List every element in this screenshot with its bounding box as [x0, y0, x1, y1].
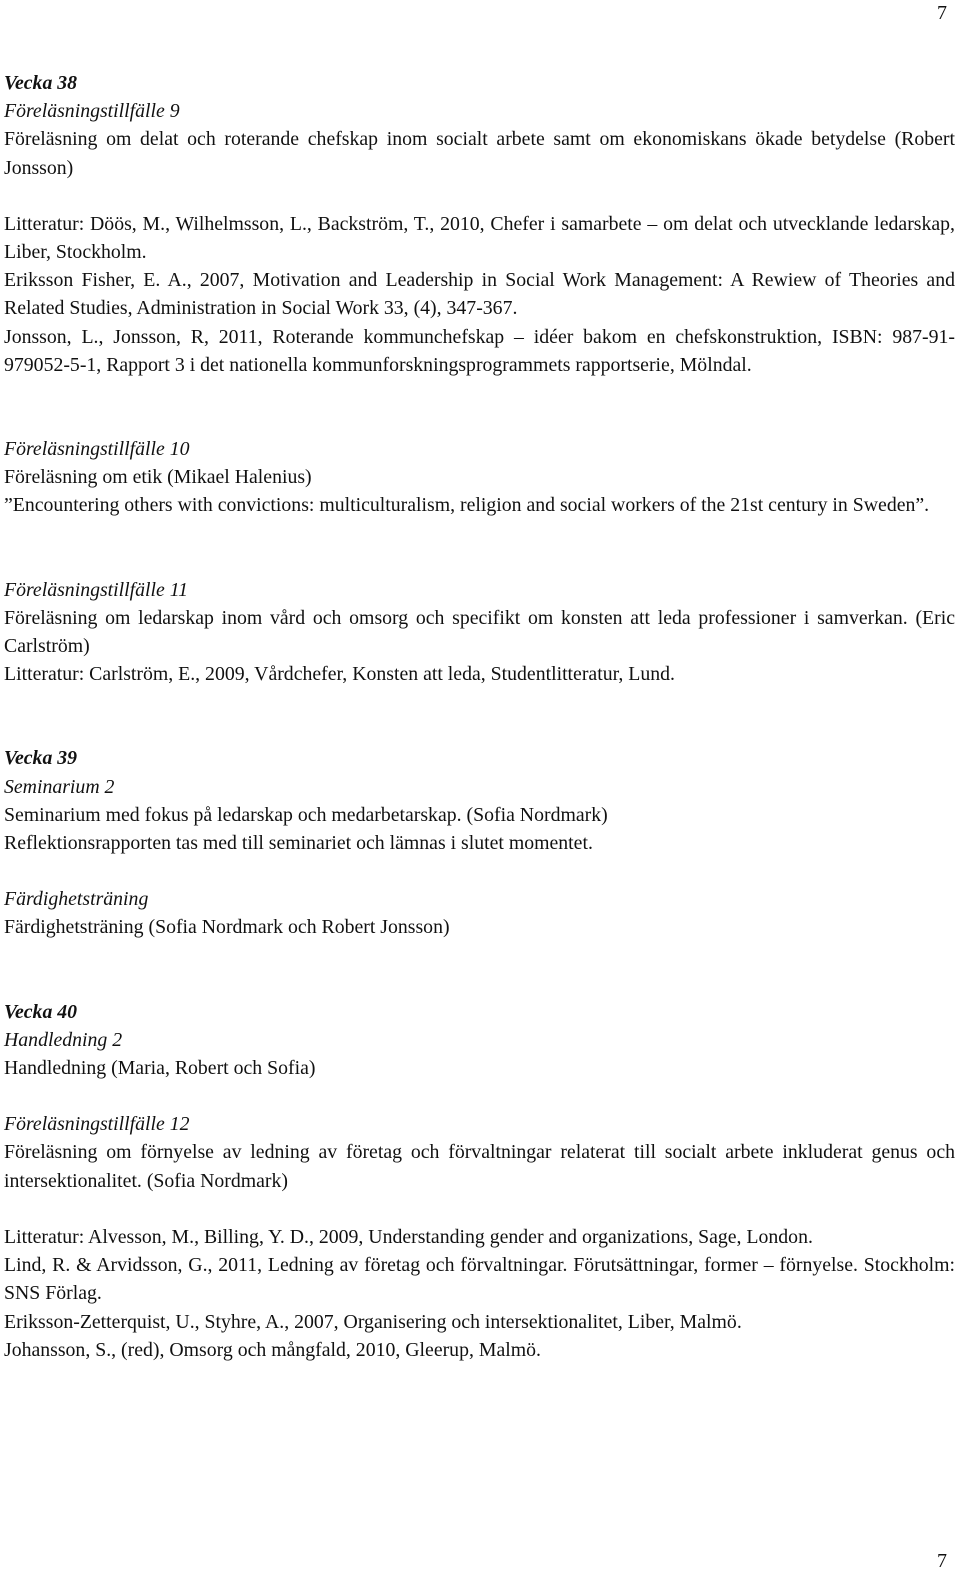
session-9-literature-3: Jonsson, L., Jonsson, R, 2011, Roterande kommunchefskap – idéer bakom en chefskonstruktion, ISBN: 987-91-979052-5-1, Rapport 3 i det nationella kommunforskningsprogrammets rapportserie, Mölndal.	[4, 325, 955, 376]
session-11-heading: Föreläsningstillfälle 11	[4, 578, 189, 601]
skills-training-heading: Färdighetsträning	[4, 888, 149, 911]
page-number-bottom: 7	[937, 1550, 947, 1572]
session-12-literature-2: Lind, R. & Arvidsson, G., 2011, Ledning av företag och förvaltningar. Förutsättningar, former – förnyelse. Stockholm: SNS Förlag.	[4, 1254, 955, 1305]
seminar-2-note: Reflektionsrapporten tas med till seminariet och lämnas i slutet momentet.	[4, 832, 593, 855]
skills-training-description: Färdighetsträning (Sofia Nordmark och Robert Jonsson)	[4, 916, 450, 939]
session-9-heading: Föreläsningstillfälle 9	[4, 100, 180, 123]
session-11-description: Föreläsning om ledarskap inom vård och omsorg och specifikt om konsten att leda professioner i samverkan. (Eric Carlström)	[4, 606, 955, 658]
session-12-heading: Föreläsningstillfälle 12	[4, 1113, 190, 1136]
week-38-heading: Vecka 38	[4, 72, 78, 94]
session-10-heading: Föreläsningstillfälle 10	[4, 438, 190, 461]
seminar-2-heading: Seminarium 2	[4, 775, 115, 798]
page-number-top: 7	[937, 2, 947, 24]
seminar-2-description: Seminarium med fokus på ledarskap och medarbetarskap. (Sofia Nordmark)	[4, 803, 608, 826]
session-12-literature-1: Litteratur: Alvesson, M., Billing, Y. D., 2009, Understanding gender and organizations, Sage, London.	[4, 1225, 813, 1248]
session-12-literature-3: Eriksson-Zetterquist, U., Styhre, A., 2007, Organisering och intersektionalitet, Liber, Malmö.	[4, 1310, 742, 1333]
session-11-literature: Litteratur: Carlström, E., 2009, Vårdchefer, Konsten att leda, Studentlitteratur, Lund.	[4, 663, 675, 686]
tutoring-2-description: Handledning (Maria, Robert och Sofia)	[4, 1057, 316, 1080]
session-12-literature-4: Johansson, S., (red), Omsorg och mångfald, 2010, Gleerup, Malmö.	[4, 1338, 541, 1361]
session-9-description: Föreläsning om delat och roterande chefskap inom socialt arbete samt om ekonomiskans ökade betydelse (Robert Jonsson)	[4, 128, 955, 179]
session-12-description: Föreläsning om förnyelse av ledning av företag och förvaltningar relaterat till socialt arbete inkluderat genus och intersektionalitet. (Sofia Nordmark)	[4, 1141, 955, 1192]
session-10-quote: ”Encountering others with convictions: multiculturalism, religion and social workers of the 21st century in Sweden”.	[4, 494, 930, 517]
tutoring-2-heading: Handledning 2	[4, 1028, 123, 1051]
week-40-heading: Vecka 40	[4, 1000, 78, 1023]
session-9-literature-1: Litteratur: Döös, M., Wilhelmsson, L., Backström, T., 2010, Chefer i samarbete – om delat och utvecklande ledarskap, Liber, Stockholm.	[4, 212, 955, 264]
document-body	[4, 69, 955, 1364]
session-9-literature-2: Eriksson Fisher, E. A., 2007, Motivation and Leadership in Social Work Management: A Rewiew of Theories and Related Studies, Administration in Social Work 33, (4), 347-367.	[4, 269, 955, 320]
session-10-description: Föreläsning om etik (Mikael Halenius)	[4, 466, 312, 489]
week-39-heading: Vecka 39	[4, 747, 78, 770]
